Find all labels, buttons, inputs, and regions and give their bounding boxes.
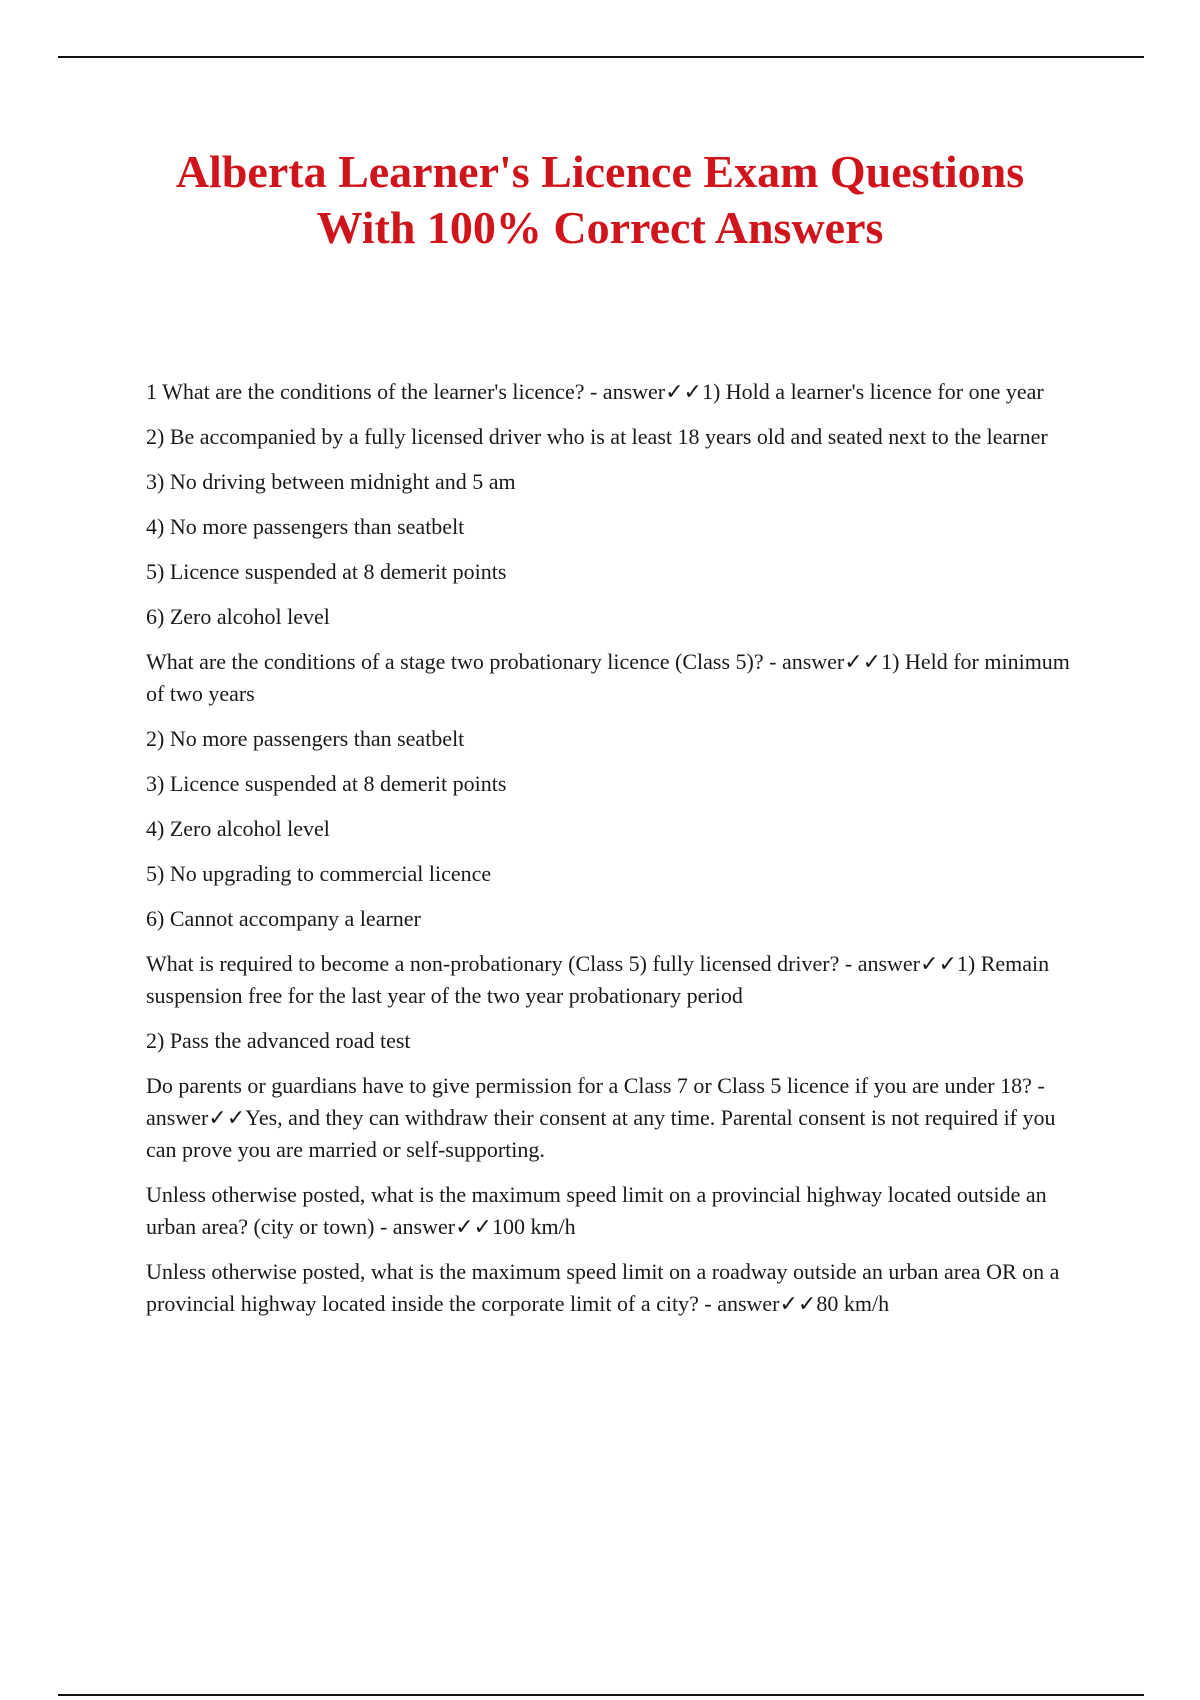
header-rule: [58, 56, 1144, 58]
document-body: [146, 376, 1086, 1333]
paragraph: Do parents or guardians have to give permission for a Class 7 or Class 5 licence if you are under 18? - answer✓✓Yes, and they can withdraw their consent at any time. Parental consent is not required if you can prove you are married or self-supporting.: [146, 1073, 1056, 1162]
paragraph: What are the conditions of a stage two probationary licence (Class 5)? - answer✓✓1) Held for minimum of two years: [146, 649, 1070, 706]
paragraph: 5) Licence suspended at 8 demerit points: [146, 559, 507, 584]
title-line-1: Alberta Learner's Licence Exam Questions: [175, 146, 1025, 197]
paragraph: 6) Zero alcohol level: [146, 604, 330, 629]
paragraph: Unless otherwise posted, what is the maximum speed limit on a roadway outside an urban area OR on a provincial highway located inside the corporate limit of a city? - answer✓✓80 km/h: [146, 1259, 1060, 1316]
paragraph: 5) No upgrading to commercial licence: [146, 861, 492, 886]
title-line-2: With 100% Correct Answers: [316, 202, 884, 253]
paragraph: 2) Be accompanied by a fully licensed driver who is at least 18 years old and seated next to the learner: [146, 424, 1048, 449]
paragraph: 3) Licence suspended at 8 demerit points: [146, 771, 507, 796]
footer-rule: [58, 1694, 1144, 1696]
paragraph: 6) Cannot accompany a learner: [146, 906, 421, 931]
paragraph: 1 What are the conditions of the learner's licence? - answer✓✓1) Hold a learner's licence for one year: [146, 379, 1044, 404]
paragraph: 4) No more passengers than seatbelt: [146, 514, 465, 539]
paragraph: 2) Pass the advanced road test: [146, 1028, 411, 1053]
paragraph: 3) No driving between midnight and 5 am: [146, 469, 516, 494]
paragraph: Unless otherwise posted, what is the maximum speed limit on a provincial highway located outside an urban area? (city or town) - answer✓✓100 km/h: [146, 1182, 1047, 1239]
document-title: [60, 144, 1140, 256]
paragraph: 4) Zero alcohol level: [146, 816, 330, 841]
paragraph: 2) No more passengers than seatbelt: [146, 726, 465, 751]
paragraph: What is required to become a non-probationary (Class 5) fully licensed driver? - answer✓✓1) Remain suspension free for the last year of the two year probationary period: [146, 951, 1050, 1008]
